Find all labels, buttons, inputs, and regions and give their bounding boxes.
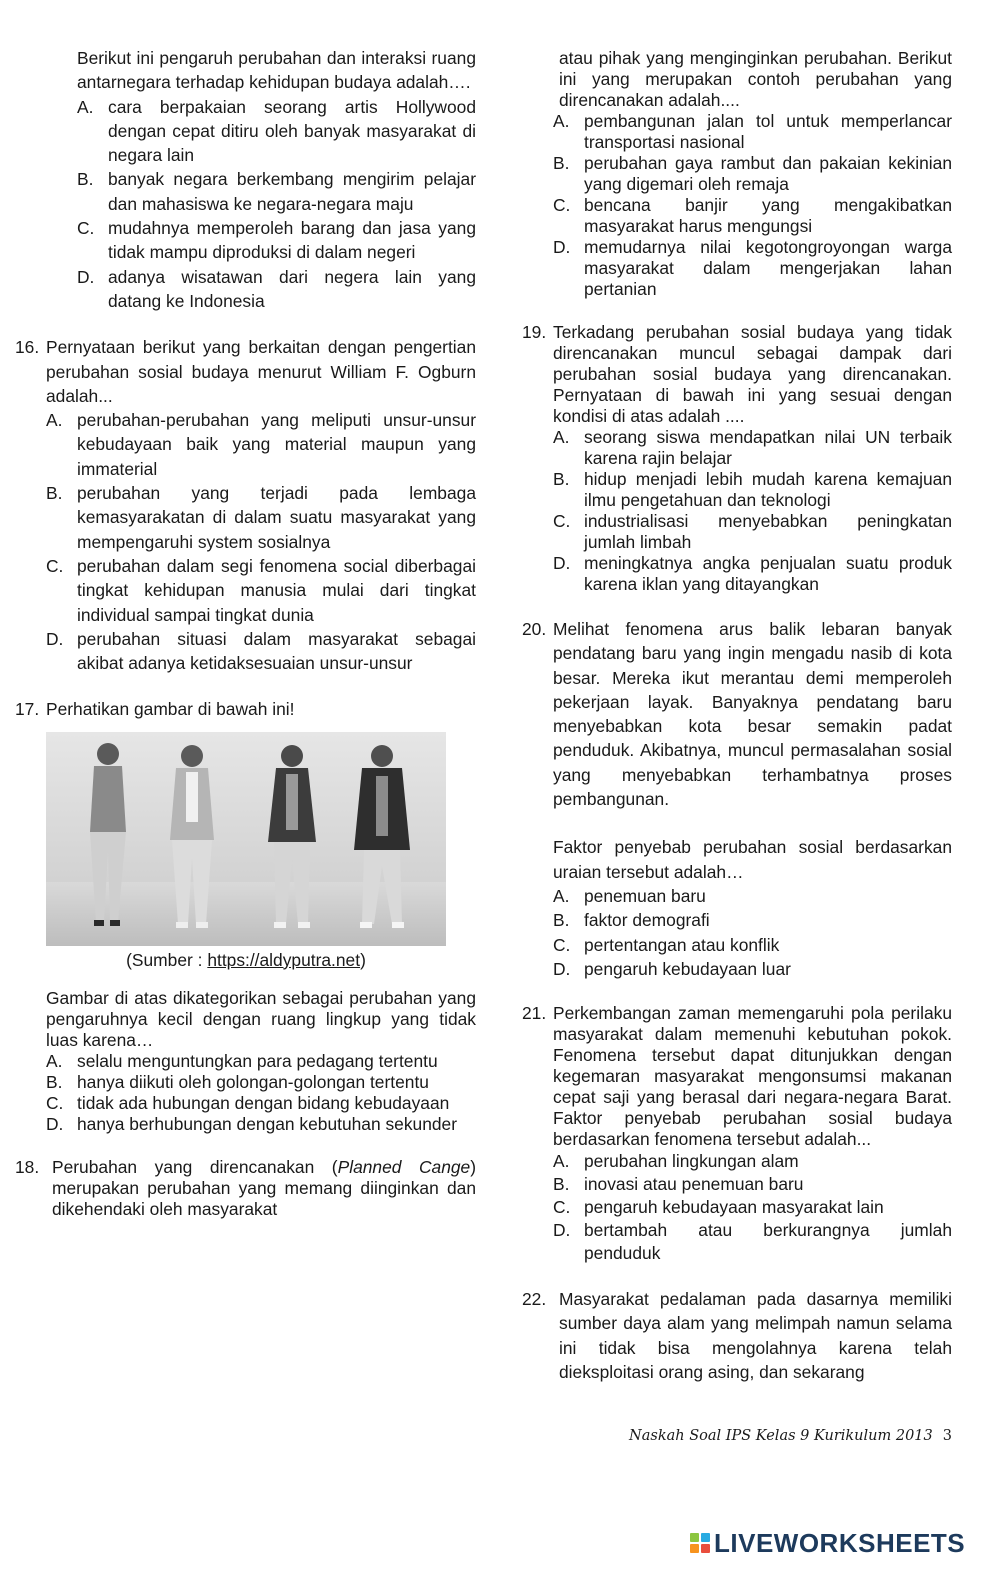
question-19-stem: Terkadang perubahan sosial budaya yang tidak direncanakan muncul sebagai dampak dari perubahan sosial budaya yang direncanakan. Pernyataan di bawah ini yang sesuai dengan kondisi di atas adalah .... xyxy=(553,322,952,426)
question-22-stem: Masyarakat pedalaman pada dasarnya memiliki sumber daya alam yang melimpah namun selama ini tidak bisa mengolahnya karena telah dieksploitasi orang asing, dan sekarang xyxy=(559,1289,952,1383)
question-20-stem: Melihat fenomena arus balik lebaran banyak pendatang baru yang ingin mengadu nasib di kota besar. Mereka ikut merantau demi memperoleh pekerjaan layak. Banyaknya pendatang baru menyebabkan kota besar semakin padat penduduk. Akibatnya, muncul permasalahan sosial yang menyebabkan terhambatnya proses pembangunan. xyxy=(553,619,952,810)
caption-suffix: ) xyxy=(360,949,366,970)
question-18-continued xyxy=(522,48,952,300)
option-text: bencana banjir yang mengakibatkan masyarakat harus mengungsi xyxy=(584,195,952,236)
question-16-stem: Pernyataan berikut yang berkaitan dengan pengertian perubahan sosial budaya menurut William F. Ogburn adalah... xyxy=(46,337,476,406)
option-text: perubahan situasi dalam masyarakat sebagai akibat adanya ketidaksesuaian unsur-unsur xyxy=(77,628,476,674)
question-17-stem: Perhatikan gambar di bawah ini! xyxy=(46,699,295,720)
option-item[interactable] xyxy=(46,554,476,627)
source-link[interactable]: https://aldyputra.net xyxy=(207,949,361,970)
option-item[interactable] xyxy=(46,1051,476,1072)
option-letter: B. xyxy=(46,483,63,504)
option-letter: C. xyxy=(553,1197,571,1218)
caption-prefix: (Sumber : xyxy=(126,949,208,970)
option-letter: A. xyxy=(553,427,570,447)
question-number: 22. xyxy=(522,1289,547,1310)
page-number: 3 xyxy=(942,1428,952,1444)
option-text: hanya berhubungan dengan kebutuhan sekunder xyxy=(77,1114,458,1135)
option-text: mudahnya memperoleh barang dan jasa yang tidak mampu diproduksi di dalam negeri xyxy=(108,218,476,263)
footer-text: Naskah Soal IPS Kelas 9 Kurikulum 2013 xyxy=(629,1428,933,1444)
option-item[interactable] xyxy=(46,408,476,481)
question-20-question: Faktor penyebab perubahan sosial berdasarkan uraian tersebut adalah… xyxy=(553,837,952,882)
option-letter: C. xyxy=(77,218,95,239)
option-item[interactable] xyxy=(553,237,952,300)
logo-square-blue xyxy=(701,1533,710,1542)
option-letter: A. xyxy=(46,410,63,431)
option-text: perubahan dalam segi fenomena social diberbagai tingkat kehidupan manusia mulai dari tingkat individual sampai tingkat dunia xyxy=(77,555,476,625)
option-letter: D. xyxy=(553,237,571,257)
option-item[interactable] xyxy=(553,1196,952,1219)
question-21-options xyxy=(553,1150,952,1265)
option-item[interactable] xyxy=(77,216,476,265)
logo-square-red xyxy=(701,1544,710,1553)
option-letter: A. xyxy=(553,885,570,906)
brand-wordmark: LIVEWORKSHEETS xyxy=(714,1527,966,1558)
question-number: 18. xyxy=(15,1157,40,1178)
logo-square-green xyxy=(690,1533,699,1542)
option-item[interactable] xyxy=(553,111,952,153)
question-20-options xyxy=(553,884,952,981)
option-item[interactable] xyxy=(77,167,476,216)
option-letter: A. xyxy=(46,1051,63,1072)
question-20 xyxy=(522,617,952,981)
option-text: pertentangan atau konflik xyxy=(584,934,780,955)
option-letter: D. xyxy=(46,1114,64,1135)
option-letter: A. xyxy=(553,1151,570,1172)
question-18-options xyxy=(553,111,952,300)
option-item[interactable] xyxy=(553,884,952,908)
option-text: perubahan-perubahan yang meliputi unsur-unsur kebudayaan baik yang material maupun yang immaterial xyxy=(77,410,476,479)
option-item[interactable] xyxy=(46,1114,476,1135)
option-text: hidup menjadi lebih mudah karena kemajuan ilmu pengetahuan dan teknologi xyxy=(584,469,952,510)
question-17 xyxy=(15,697,476,1135)
image-caption xyxy=(46,948,446,972)
fashion-photo xyxy=(46,732,446,946)
question-number: 21. xyxy=(522,1003,547,1024)
option-letter: B. xyxy=(553,469,570,489)
question-number: 19. xyxy=(522,322,547,342)
option-text: banyak negara berkembang mengirim pelajar dan mahasiswa ke negara-negara maju xyxy=(108,169,476,214)
option-item[interactable] xyxy=(553,153,952,195)
stem-part: ) merupakan perubahan yang memang diinginkan dan dikehendaki oleh masyarakat xyxy=(52,1157,477,1220)
question-19-options xyxy=(553,427,952,595)
question-15-options xyxy=(77,95,476,314)
stem-part: Perubahan yang direncanakan ( xyxy=(52,1157,338,1178)
option-item[interactable] xyxy=(553,195,952,237)
option-text: meningkatnya angka penjualan suatu produk karena iklan yang ditayangkan xyxy=(584,553,952,594)
option-text: tidak ada hubungan dengan bidang kebudayaan xyxy=(77,1093,450,1114)
option-letter: D. xyxy=(553,1220,571,1241)
option-item[interactable] xyxy=(77,95,476,168)
option-text: selalu menguntungkan para pedagang tertentu xyxy=(77,1051,438,1072)
logo-square-orange xyxy=(690,1544,699,1553)
option-text: seorang siswa mendapatkan nilai UN terbaik karena rajin belajar xyxy=(584,427,952,468)
option-text: cara berpakaian seorang artis Hollywood dengan cepat ditiru oleh banyak masyarakat di negara lain xyxy=(108,96,476,166)
right-column xyxy=(522,48,952,1384)
option-letter: C. xyxy=(553,934,571,955)
question-number: 17. xyxy=(15,699,40,720)
option-item[interactable] xyxy=(553,1173,952,1196)
option-letter: C. xyxy=(46,555,64,576)
question-17-question: Gambar di atas dikategorikan sebagai perubahan yang pengaruhnya kecil dengan ruang lingkup yang tidak luas karena… xyxy=(46,988,476,1051)
option-item[interactable] xyxy=(553,427,952,469)
option-text: perubahan gaya rambut dan pakaian kekinian yang digemari oleh remaja xyxy=(584,153,952,194)
option-text: pengaruh kebudayaan masyarakat lain xyxy=(584,1197,884,1218)
question-18-continued-stem: atau pihak yang menginginkan perubahan. Berikut ini yang merupakan contoh perubahan yang direncanakan adalah.... xyxy=(559,48,952,110)
liveworksheets-logo-icon xyxy=(690,1533,710,1553)
option-letter: B. xyxy=(77,169,94,190)
stem-italic: Planned Cange xyxy=(337,1157,471,1178)
option-item[interactable] xyxy=(553,469,952,511)
question-22 xyxy=(522,1287,952,1384)
option-item[interactable] xyxy=(553,553,952,595)
question-15-stem: Berikut ini pengaruh perubahan dan interaksi ruang antarnegara terhadap kehidupan budaya adalah…. xyxy=(77,48,476,93)
option-text: industrialisasi menyebabkan peningkatan jumlah limbah xyxy=(584,511,952,552)
option-text: hanya diikuti oleh golongan-golongan tertentu xyxy=(77,1072,429,1093)
option-text: memudarnya nilai kegotongroyongan warga masyarakat dalam mengerjakan lahan pertanian xyxy=(584,237,952,299)
option-item[interactable] xyxy=(553,908,952,932)
option-text: bertambah atau berkurangnya jumlah penduduk xyxy=(584,1220,952,1264)
liveworksheets-brand[interactable] xyxy=(690,1528,965,1558)
option-item[interactable] xyxy=(46,627,476,676)
question-19 xyxy=(522,322,952,595)
option-letter: C. xyxy=(553,511,571,531)
question-17-options xyxy=(46,1051,476,1135)
option-letter: A. xyxy=(77,96,94,117)
option-letter: A. xyxy=(553,111,570,131)
question-16 xyxy=(15,335,476,675)
page-footer xyxy=(600,1424,952,1448)
four-men-fashion-image xyxy=(46,732,446,946)
option-text: perubahan lingkungan alam xyxy=(584,1151,799,1172)
option-item[interactable] xyxy=(553,957,952,981)
option-letter: B. xyxy=(553,153,570,173)
question-number: 20. xyxy=(522,619,547,639)
option-letter: B. xyxy=(553,1174,570,1195)
option-text: adanya wisatawan dari negera lain yang datang ke Indonesia xyxy=(108,266,476,311)
option-text: faktor demografi xyxy=(584,910,710,931)
option-item[interactable] xyxy=(46,1093,476,1114)
option-item[interactable] xyxy=(553,933,952,957)
option-text: inovasi atau penemuan baru xyxy=(584,1174,804,1195)
question-15 xyxy=(46,46,476,313)
option-text: pengaruh kebudayaan luar xyxy=(584,958,791,979)
option-letter: B. xyxy=(553,910,570,931)
option-letter: D. xyxy=(77,266,95,287)
option-letter: D. xyxy=(553,958,571,979)
option-letter: D. xyxy=(553,553,571,573)
option-item[interactable] xyxy=(553,1219,952,1265)
option-letter: B. xyxy=(46,1072,63,1093)
option-item[interactable] xyxy=(553,1150,952,1173)
option-item[interactable] xyxy=(46,1072,476,1093)
option-text: pembangunan jalan tol untuk memperlancar transportasi nasional xyxy=(584,111,952,152)
option-text: perubahan yang terjadi pada lembaga kemasyarakatan di dalam suatu masyarakat yang mempengaruhi system sosialnya xyxy=(77,483,476,552)
question-18-stem xyxy=(52,1157,476,1220)
question-21 xyxy=(522,1003,952,1265)
option-letter: C. xyxy=(46,1093,64,1114)
option-text: penemuan baru xyxy=(584,885,706,906)
option-item[interactable] xyxy=(553,511,952,553)
question-18 xyxy=(15,1157,476,1220)
left-column xyxy=(15,46,477,1220)
option-item[interactable] xyxy=(77,265,476,314)
question-21-stem: Perkembangan zaman memengaruhi pola perilaku masyarakat dalam memenuhi kebutuhan pokok. Fenomena tersebut dapat ditunjukkan dengan kegemaran masyarakat mengonsumsi makanan cepat saji yang berasal dari negara-negara Barat. Faktor penyebab perubahan sosial budaya berdasarkan fenomena tersebut adalah... xyxy=(553,1003,952,1150)
option-letter: C. xyxy=(553,195,571,215)
option-letter: D. xyxy=(46,628,64,649)
question-16-options xyxy=(46,408,476,675)
question-number: 16. xyxy=(15,337,40,358)
option-item[interactable] xyxy=(46,481,476,554)
